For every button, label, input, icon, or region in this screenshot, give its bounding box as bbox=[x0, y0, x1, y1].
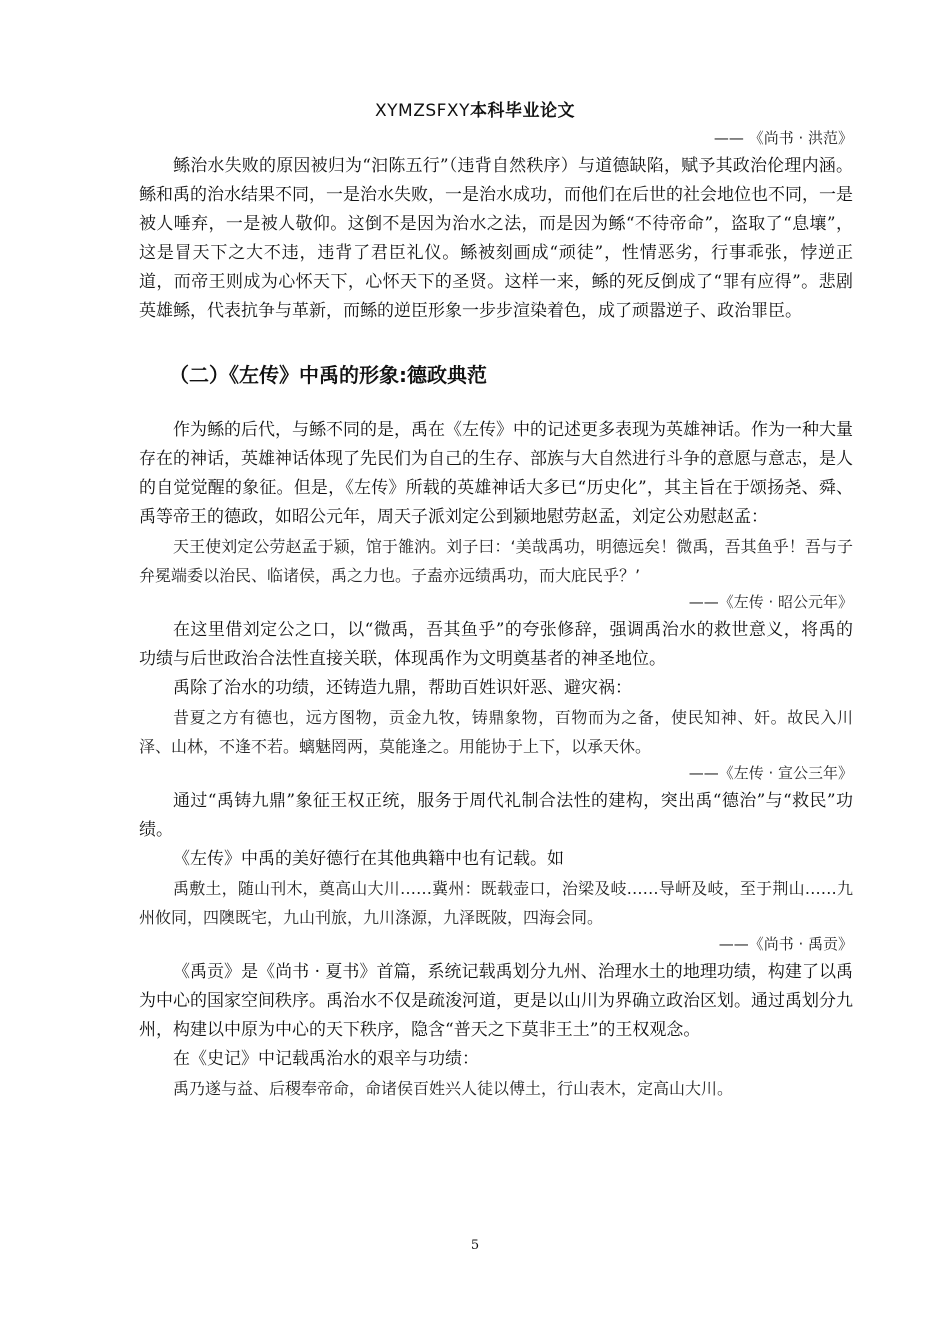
body-paragraph: 禹除了治水的功绩，还铸造九鼎，帮助百姓识奸恶、避灾祸： bbox=[173, 678, 632, 698]
body-paragraph: 鲧治水失败的原因被归为“汩陈五行”（违背自然秩序）与道德缺陷，赋予其政治伦理内涵。鲧和禹的治水结果不同，一是治水失败，一是治水成功，而他们在后世的社会地位也不同，一是被人唾弃，一是被人敬仰。这倒不是因为治水之法，而是因为鲧“不待帝命”，盗取了“息壤”，这是冒天下之大不违，违背了君臣礼仪。鲧被刻画成“顽徒”，性情恶劣，行事乖张，悖逆正道，而帝王则成为心怀天下，心怀天下的圣贤。这样一来，鲧的死反倒成了“罪有应得”。悲剧英雄鲧，代表抗争与革新，而鲧的逆臣形象一步步渲染着色，成了顽嚣逆子、政治罪臣。 bbox=[139, 156, 853, 321]
header-title: 本科毕业论文 bbox=[469, 101, 575, 121]
block-quote: 天王使刘定公劳赵孟于颍，馆于雒汭。刘子曰：‘美哉禹功，明德远矣！微禹，吾其鱼乎！吾与子弁冕端委以治民、临诸侯，禹之力也。子盍亦远绩禹功，而大庇民乎？’ bbox=[139, 537, 853, 585]
section-heading: （二）《左传》中禹的形象:德政典范 bbox=[169, 363, 487, 387]
body-paragraph: 在《史记》中记载禹治水的艰辛与功绩： bbox=[173, 1049, 479, 1069]
page-number: 5 bbox=[470, 1238, 480, 1253]
block-quote: 昔夏之方有德也，远方图物，贡金九牧，铸鼎象物，百物而为之备，使民知神、奸。故民入川泽、山林，不逢不若。螭魅罔两，莫能逢之。用能协于上下，以承天休。 bbox=[139, 708, 853, 756]
body-paragraph: 《左传》中禹的美好德行在其他典籍中也有记载。如 bbox=[173, 849, 564, 869]
header-school-code: XYMZSFXY bbox=[375, 101, 470, 121]
body-paragraph: 作为鲧的后代，与鲧不同的是，禹在《左传》中的记述更多表现为英雄神话。作为一种大量存在的神话，英雄神话体现了先民们为自己的生存、部族与大自然进行斗争的意愿与意志，是人的自觉觉醒的象征。但是，《左传》所载的英雄神话大多已“历史化”，其主旨在于颂扬尧、舜、禹等帝王的德政，如昭公元年，周天子派刘定公到颍地慰劳赵孟，刘定公劝慰赵孟： bbox=[139, 420, 853, 527]
body-paragraph: 通过“禹铸九鼎”象征王权正统，服务于周代礼制合法性的建构，突出禹“德治”与“救民”功绩。 bbox=[139, 791, 853, 840]
page-header bbox=[0, 98, 950, 123]
body-paragraph: 《禹贡》是《尚书 · 夏书》首篇，系统记载禹划分九州、治理水土的地理功绩，构建了以禹为中心的国家空间秩序。禹治水不仅是疏浚河道，更是以山川为界确立政治区划。通过禹划分九州，构建以中原为中心的天下秩序，隐含“普天之下莫非王土”的王权观念。 bbox=[139, 962, 853, 1040]
citation-source: ——《尚书 · 禹贡》 bbox=[718, 935, 853, 953]
document-body bbox=[139, 126, 853, 1103]
citation-source: ——《左传 · 昭公元年》 bbox=[688, 593, 853, 611]
block-quote: 禹敷土，随山刊木，奠高山大川……冀州：既载壶口，治梁及岐……导岍及岐，至于荆山……九州攸同，四隩既宅，九山刊旅，九川涤源，九泽既陂，四海会同。 bbox=[139, 879, 853, 927]
block-quote: 禹乃遂与益、后稷奉帝命，命诸侯百姓兴人徒以傅土，行山表木，定高山大川。 bbox=[173, 1079, 734, 1098]
citation-source: —— 《尚书 · 洪范》 bbox=[713, 129, 853, 147]
citation-source: ——《左传 · 宣公三年》 bbox=[688, 764, 853, 782]
body-paragraph: 在这里借刘定公之口，以“微禹，吾其鱼乎”的夸张修辞，强调禹治水的救世意义，将禹的功绩与后世政治合法性直接关联，体现禹作为文明奠基者的神圣地位。 bbox=[139, 620, 853, 669]
